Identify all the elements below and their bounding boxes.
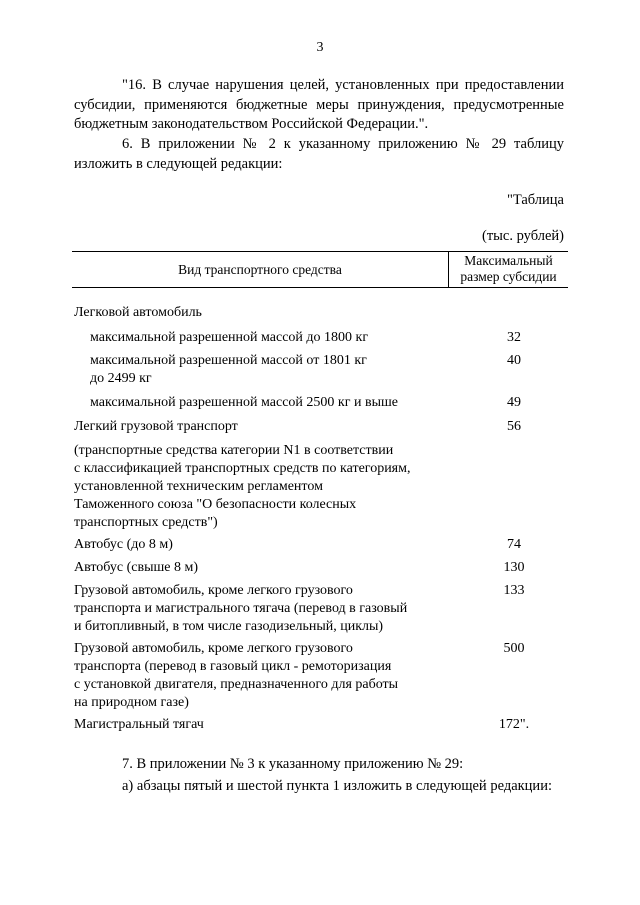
row-value: 40 — [507, 353, 521, 368]
row-value: 56 — [507, 419, 521, 434]
paragraph-6: 6. В приложении № 2 к указанному приложению № 29 таблицу изложить в следующей редакции: — [74, 136, 564, 172]
paragraph-7a: а) абзацы пятый и шестой пункта 1 изложить в следующей редакции: — [122, 778, 552, 794]
row-value: 172". — [498, 717, 530, 732]
row-value: 130 — [503, 560, 525, 575]
header-line-2: размер субсидии — [460, 269, 557, 284]
row-text: Магистральный тягач — [74, 717, 204, 732]
paragraph-7: 7. В приложении № 3 к указанному приложению № 29: — [122, 756, 464, 772]
row-text: Легковой автомобиль — [74, 305, 202, 320]
row-value: 32 — [507, 330, 521, 345]
row-text: Автобус (до 8 м) — [74, 537, 173, 552]
row-text: максимальной разрешенной массой 2500 кг и выше — [90, 395, 398, 410]
row-text: максимальной разрешенной массой до 1800 кг — [90, 330, 369, 345]
table-header-border — [72, 287, 568, 288]
row-text: максимальной разрешенной массой от 1801 кг до 2499 кг — [90, 353, 367, 386]
table-top-border — [72, 251, 568, 252]
row-text: Грузовой автомобиль, кроме легкого грузового транспорта (перевод в газовый цикл - ремоторизация с установкой двигателя, предназначенного для работы на природном газе) — [74, 641, 399, 710]
row-text: Легкий грузовой транспорт — [74, 419, 238, 434]
row-value: 500 — [503, 641, 525, 656]
table-units: (тыс. рублей) — [482, 228, 564, 244]
table-label: "Таблица — [506, 192, 564, 208]
row-value: 74 — [507, 537, 521, 552]
header-line-1: Максимальный — [464, 253, 553, 268]
paragraph-16: "16. В случае нарушения целей, установленных при предоставлении субсидии, применяются бюджетные меры принуждения, предусмотренные бюджетным законодательством Российской Федерации.". — [74, 77, 564, 132]
page-number: 3 — [316, 40, 324, 55]
table-header-max-subsidy — [449, 253, 568, 285]
table-header-vehicle-type: Вид транспортного средства — [178, 262, 342, 277]
row-value: 49 — [507, 395, 521, 410]
row-value: 133 — [503, 583, 525, 598]
row-text: (транспортные средства категории N1 в соответствии с классификацией транспортных средств по категориям, установленной техническим регламентом Таможенного союза "О безопасности колесных транспортных средств") — [74, 443, 411, 530]
row-text: Грузовой автомобиль, кроме легкого грузового транспорта и магистрального тягача (перевод в газовый и битопливный, в том числе газодизельный, циклы) — [74, 583, 408, 634]
row-text: Автобус (свыше 8 м) — [74, 560, 199, 575]
